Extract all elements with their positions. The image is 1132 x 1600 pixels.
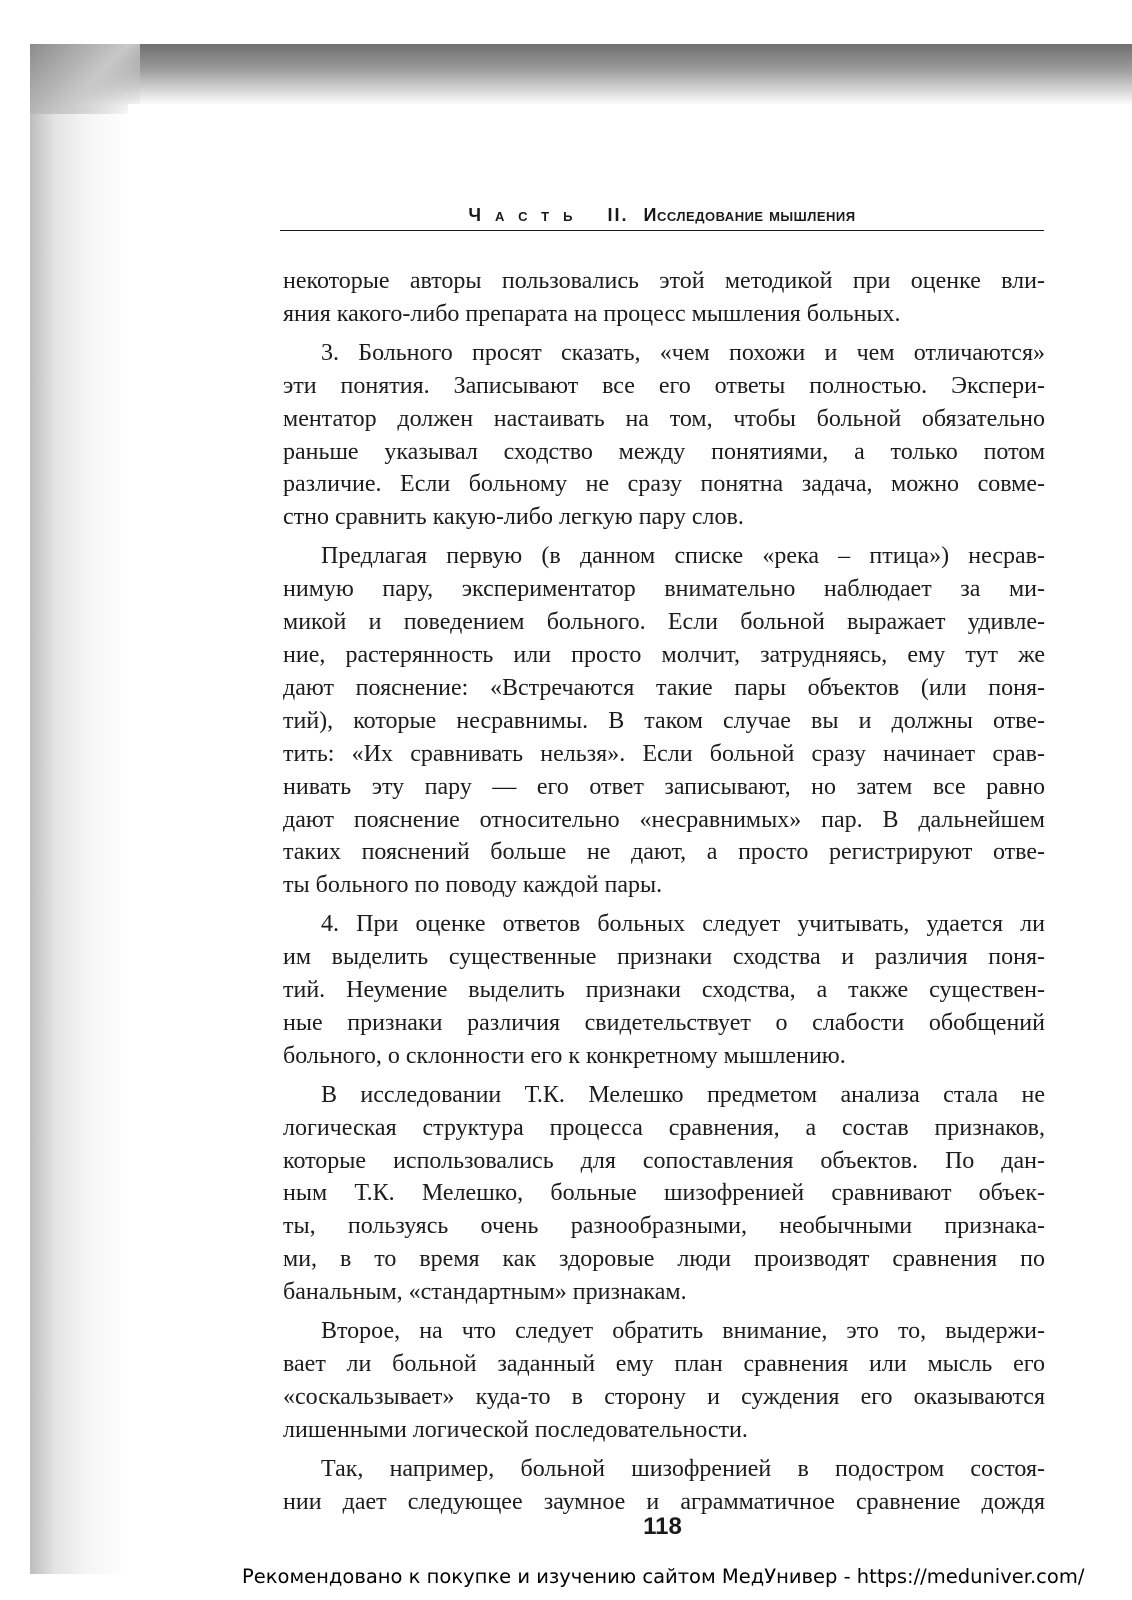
text-line: больного, о склонности его к конкретному мышлению. — [283, 1042, 846, 1069]
text-line: нимую пару, экспериментатор внимательно наблюдает за ми- — [283, 576, 1045, 603]
text-line: тий. Неумение выделить признаки сходства, а также существен- — [283, 977, 1045, 1004]
running-head-part-word: Часть — [468, 205, 587, 225]
text-line: логическая структура процесса сравнения, а состав признаков, — [283, 1114, 1045, 1141]
text-line: стно сравнить какую-либо легкую пару слов. — [283, 504, 744, 531]
text-line: 3. Больного просят сказать, «чем похожи и чем отличаются» — [321, 339, 1045, 366]
running-head — [280, 200, 1044, 231]
text-line: ты больного по поводу каждой пары. — [283, 872, 663, 899]
text-line: «соскальзывает» куда-то в сторону и суждения его оказываются — [283, 1383, 1045, 1410]
text-line: различие. Если больному не сразу понятна задача, можно совме- — [283, 471, 1045, 498]
text-line: тий), которые несравнимы. В таком случае вы и должны отве- — [283, 707, 1045, 734]
text-line: 4. При оценке ответов больных следует учитывать, удается ли — [321, 911, 1045, 938]
text-line: микой и поведением больного. Если больной выражает удивле- — [283, 609, 1045, 636]
scan-shadow-left — [30, 44, 130, 1574]
paragraph — [283, 1315, 1045, 1447]
paragraph — [283, 540, 1045, 902]
paragraph — [283, 1453, 1045, 1519]
text-line: некоторые авторы пользовались этой методикой при оценке вли- — [283, 268, 1045, 294]
text-line: ты, пользуясь очень разнообразными, необычными признака- — [283, 1213, 1045, 1240]
text-line: лишенными логической последовательности. — [283, 1416, 748, 1443]
text-line: Так, например, больной шизофренией в подостром состоя- — [321, 1455, 1045, 1482]
text-line: вает ли больной заданный ему план сравнения или мысль его — [283, 1351, 1045, 1377]
text-line: которые использовались для сопоставления объектов. По дан- — [283, 1147, 1045, 1174]
text-line: ным Т.К. Мелешко, больные шизофренией сравнивают объек- — [283, 1180, 1045, 1207]
text-line: тить: «Их сравнивать нельзя». Если больной сразу начинает срав- — [283, 740, 1045, 767]
paragraph — [283, 337, 1045, 534]
scan-shadow-corner — [30, 44, 140, 114]
paragraph — [283, 908, 1045, 1073]
text-line: ние, растерянность или просто молчит, затрудняясь, ему тут же — [283, 641, 1045, 668]
text-line: В исследовании Т.К. Мелешко предметом анализа стала не — [321, 1081, 1045, 1108]
text-line: таких пояснений больше не дают, а просто регистрируют отве- — [283, 839, 1045, 866]
text-line: банальным, «стандартным» признакам. — [283, 1279, 687, 1306]
text-line: Предлагая первую (в данном списке «река – птица») несрав- — [321, 543, 1045, 570]
running-head-section-title: Исследование мышления — [643, 205, 856, 225]
text-line: дают пояснение: «Встречаются такие пары объектов (или поня- — [283, 674, 1045, 701]
footer-note: Рекомендовано к покупке и изучению сайтом МедУнивер - https://meduniver.com/ — [242, 1565, 1085, 1588]
text-line: нии дает следующее заумное и аграмматичное сравнение дождя — [283, 1488, 1045, 1515]
paragraph — [283, 1079, 1045, 1309]
text-line: ми, в то время как здоровые люди производят сравнения по — [283, 1246, 1045, 1273]
text-line: Второе, на что следует обратить внимание, это то, выдержи- — [321, 1318, 1045, 1345]
scan-shadow-top — [30, 44, 1132, 106]
text-line: ментатор должен настаивать на том, чтобы больной обязательно — [283, 405, 1045, 432]
text-line: им выделить существенные признаки сходства и различия поня- — [283, 944, 1045, 971]
running-head-part-number: II. — [607, 205, 629, 225]
paragraph — [283, 265, 1045, 331]
text-line: ные признаки различия свидетельствует о слабости обобщений — [283, 1009, 1045, 1036]
text-line: эти понятия. Записывают все его ответы полностью. Экспери- — [283, 372, 1045, 399]
body-text — [283, 265, 1045, 1519]
text-line: нивать эту пару — его ответ записывают, но затем все равно — [283, 773, 1045, 800]
text-line: яния какого-либо препарата на процесс мышления больных. — [283, 300, 901, 327]
text-line: раньше указывал сходство между понятиями, а только потом — [283, 438, 1045, 465]
text-line: дают пояснение относительно «несравнимых» пар. В дальнейшем — [283, 806, 1045, 833]
page-number: 118 — [643, 1513, 682, 1540]
